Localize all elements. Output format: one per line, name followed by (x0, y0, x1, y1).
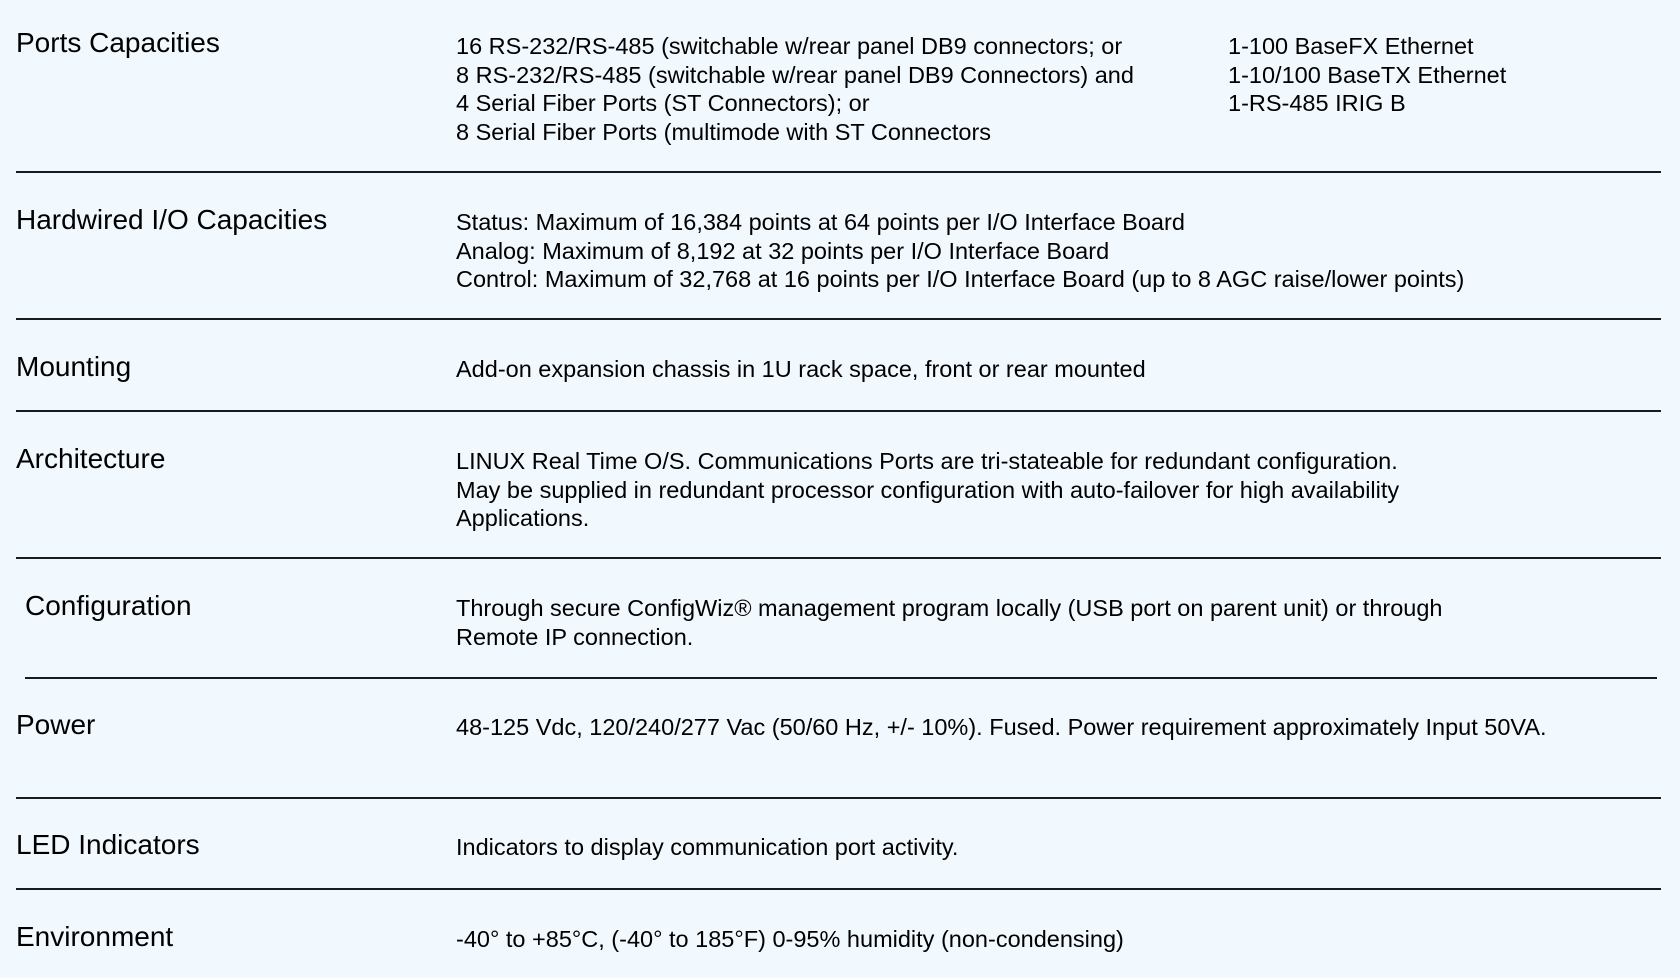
spec-value-line: 8 Serial Fiber Ports (multimode with ST Connectors (456, 118, 992, 145)
row-divider (16, 410, 1661, 412)
row-divider (16, 557, 1661, 559)
spec-value-line: Analog: Maximum of 8,192 at 32 points per I/O Interface Board (456, 237, 1110, 264)
spec-label-architecture: Architecture (16, 443, 166, 474)
spec-value-line: Remote IP connection. (456, 623, 694, 650)
spec-value-power (456, 713, 1547, 742)
spec-value-line: -40° to +85°C, (-40° to 185°F) 0-95% humidity (non-condensing) (456, 926, 1124, 952)
spec-value-line: 1-RS-485 IRIG B (1228, 90, 1406, 116)
row-divider (25, 677, 1657, 679)
spec-value-configuration (456, 594, 1443, 651)
spec-label-hardwired-io-capacities: Hardwired I/O Capacities (16, 204, 328, 235)
spec-value-line: May be supplied in redundant processor configuration with auto-failover for high availability (456, 476, 1400, 503)
spec-value-ports-ethernet (1228, 32, 1506, 118)
spec-value-line: Control: Maximum of 32,768 at 16 points per I/O Interface Board (up to 8 AGC raise/lower points) (456, 266, 1465, 292)
spec-value-line: Through secure ConfigWiz® management program locally (USB port on parent unit) or through (456, 595, 1443, 621)
spec-value-line: 1-100 BaseFX Ethernet (1228, 33, 1474, 59)
spec-value-line: LINUX Real Time O/S. Communications Ports are tri-stateable for redundant configuration. (456, 448, 1398, 474)
spec-value-ports-capacities (456, 32, 1134, 146)
row-divider (16, 888, 1661, 890)
spec-label-environment: Environment (16, 921, 174, 952)
spec-value-line: 16 RS-232/RS-485 (switchable w/rear panel DB9 connectors; or (456, 33, 1123, 59)
spec-label-ports-capacities: Ports Capacities (16, 27, 220, 58)
spec-value-line: Indicators to display communication port activity. (456, 834, 959, 860)
row-divider (16, 797, 1661, 799)
spec-value-mounting (456, 355, 1146, 384)
spec-value-line: 8 RS-232/RS-485 (switchable w/rear panel DB9 Connectors) and (456, 61, 1134, 88)
spec-label-mounting: Mounting (16, 351, 132, 382)
spec-value-environment (456, 925, 1124, 954)
spec-label-led-indicators: LED Indicators (16, 829, 200, 860)
spec-label-configuration: Configuration (25, 590, 192, 621)
spec-value-line: Applications. (456, 505, 590, 531)
spec-value-line: Status: Maximum of 16,384 points at 64 points per I/O Interface Board (456, 209, 1185, 235)
spec-value-architecture (456, 447, 1399, 533)
row-divider (16, 318, 1661, 320)
spec-value-line: 4 Serial Fiber Ports (ST Connectors); or (456, 90, 870, 116)
spec-label-power: Power (16, 709, 96, 740)
spec-value-line: 48-125 Vdc, 120/240/277 Vac (50/60 Hz, +/- 10%). Fused. Power requirement approximately Input 50VA. (456, 714, 1547, 740)
spec-value-led-indicators (456, 833, 958, 862)
spec-value-line: Add-on expansion chassis in 1U rack space, front or rear mounted (456, 356, 1146, 382)
row-divider (16, 171, 1661, 173)
spec-value-hardwired-io-capacities (456, 208, 1464, 294)
spec-value-line: 1-10/100 BaseTX Ethernet (1228, 61, 1507, 88)
